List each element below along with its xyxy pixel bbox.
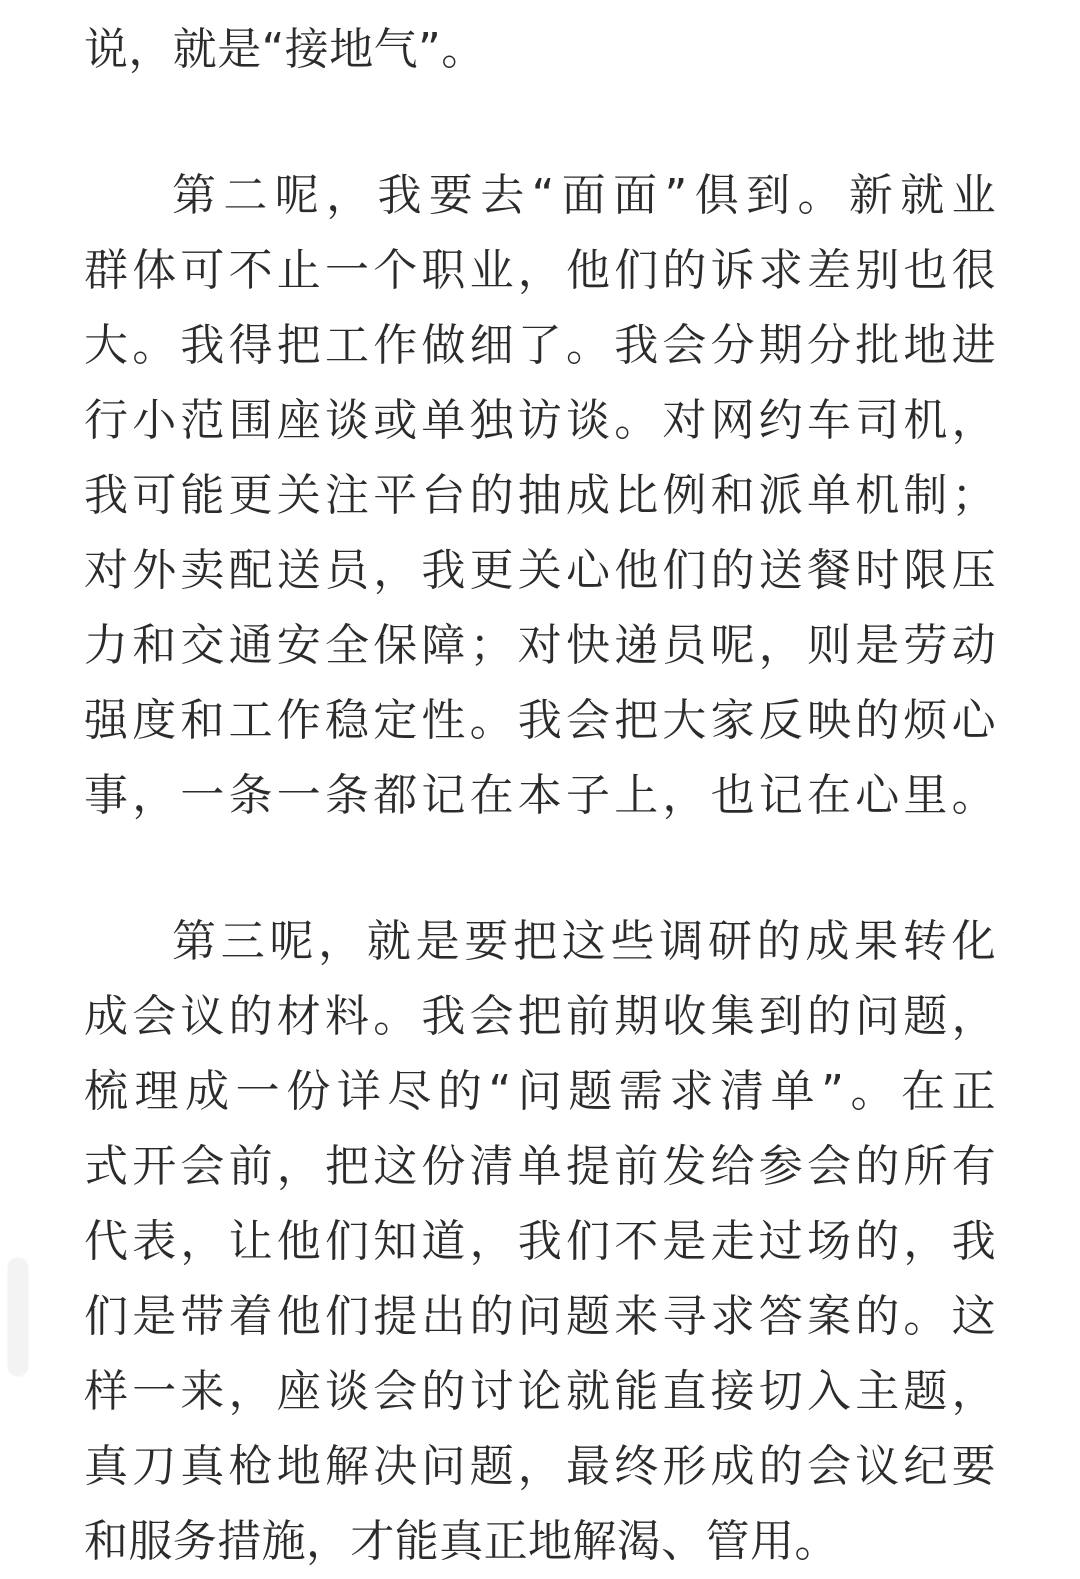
text-line: 群体可不止一个职业，他们的诉求差别也很 bbox=[84, 245, 996, 296]
text-line: 第三呢，就是要把这些调研的成果转化 bbox=[172, 916, 996, 967]
text-line: 大。我得把工作做细了。我会分期分批地进 bbox=[84, 320, 996, 371]
text-line: 样一来，座谈会的讨论就能直接切入主题， bbox=[84, 1366, 996, 1417]
paragraph-gap bbox=[84, 833, 996, 904]
text-line: 说，就是“接地气”。 bbox=[84, 24, 486, 75]
paragraph-gap bbox=[84, 87, 996, 158]
text-line: 我可能更关注平台的抽成比例和派单机制； bbox=[84, 470, 996, 521]
article-body bbox=[84, 12, 996, 1579]
paragraph-2 bbox=[84, 158, 996, 833]
text-line: 和服务措施，才能真正地解渴、管用。 bbox=[84, 1516, 839, 1567]
text-line: 式开会前，把这份清单提前发给参会的所有 bbox=[84, 1141, 996, 1192]
text-line: 强度和工作稳定性。我会把大家反映的烦心 bbox=[84, 695, 996, 746]
text-line: 第二呢，我要去“面面”俱到。新就业 bbox=[172, 170, 996, 221]
text-line: 真刀真枪地解决问题，最终形成的会议纪要 bbox=[84, 1441, 996, 1492]
text-line: 代表，让他们知道，我们不是走过场的，我 bbox=[84, 1216, 996, 1267]
text-line: 力和交通安全保障；对快递员呢，则是劳动 bbox=[84, 620, 996, 671]
paragraph-3 bbox=[84, 904, 996, 1579]
text-line: 梳理成一份详尽的“问题需求清单”。在正 bbox=[84, 1066, 996, 1117]
text-line: 行小范围座谈或单独访谈。对网约车司机， bbox=[84, 395, 996, 446]
text-line: 事，一条一条都记在本子上，也记在心里。 bbox=[84, 770, 996, 821]
text-line: 对外卖配送员，我更关心他们的送餐时限压 bbox=[84, 545, 996, 596]
text-line: 成会议的材料。我会把前期收集到的问题， bbox=[84, 991, 996, 1042]
paragraph-1 bbox=[84, 12, 996, 87]
scroll-handle[interactable] bbox=[8, 1258, 28, 1376]
text-line: 们是带着他们提出的问题来寻求答案的。这 bbox=[84, 1291, 996, 1342]
